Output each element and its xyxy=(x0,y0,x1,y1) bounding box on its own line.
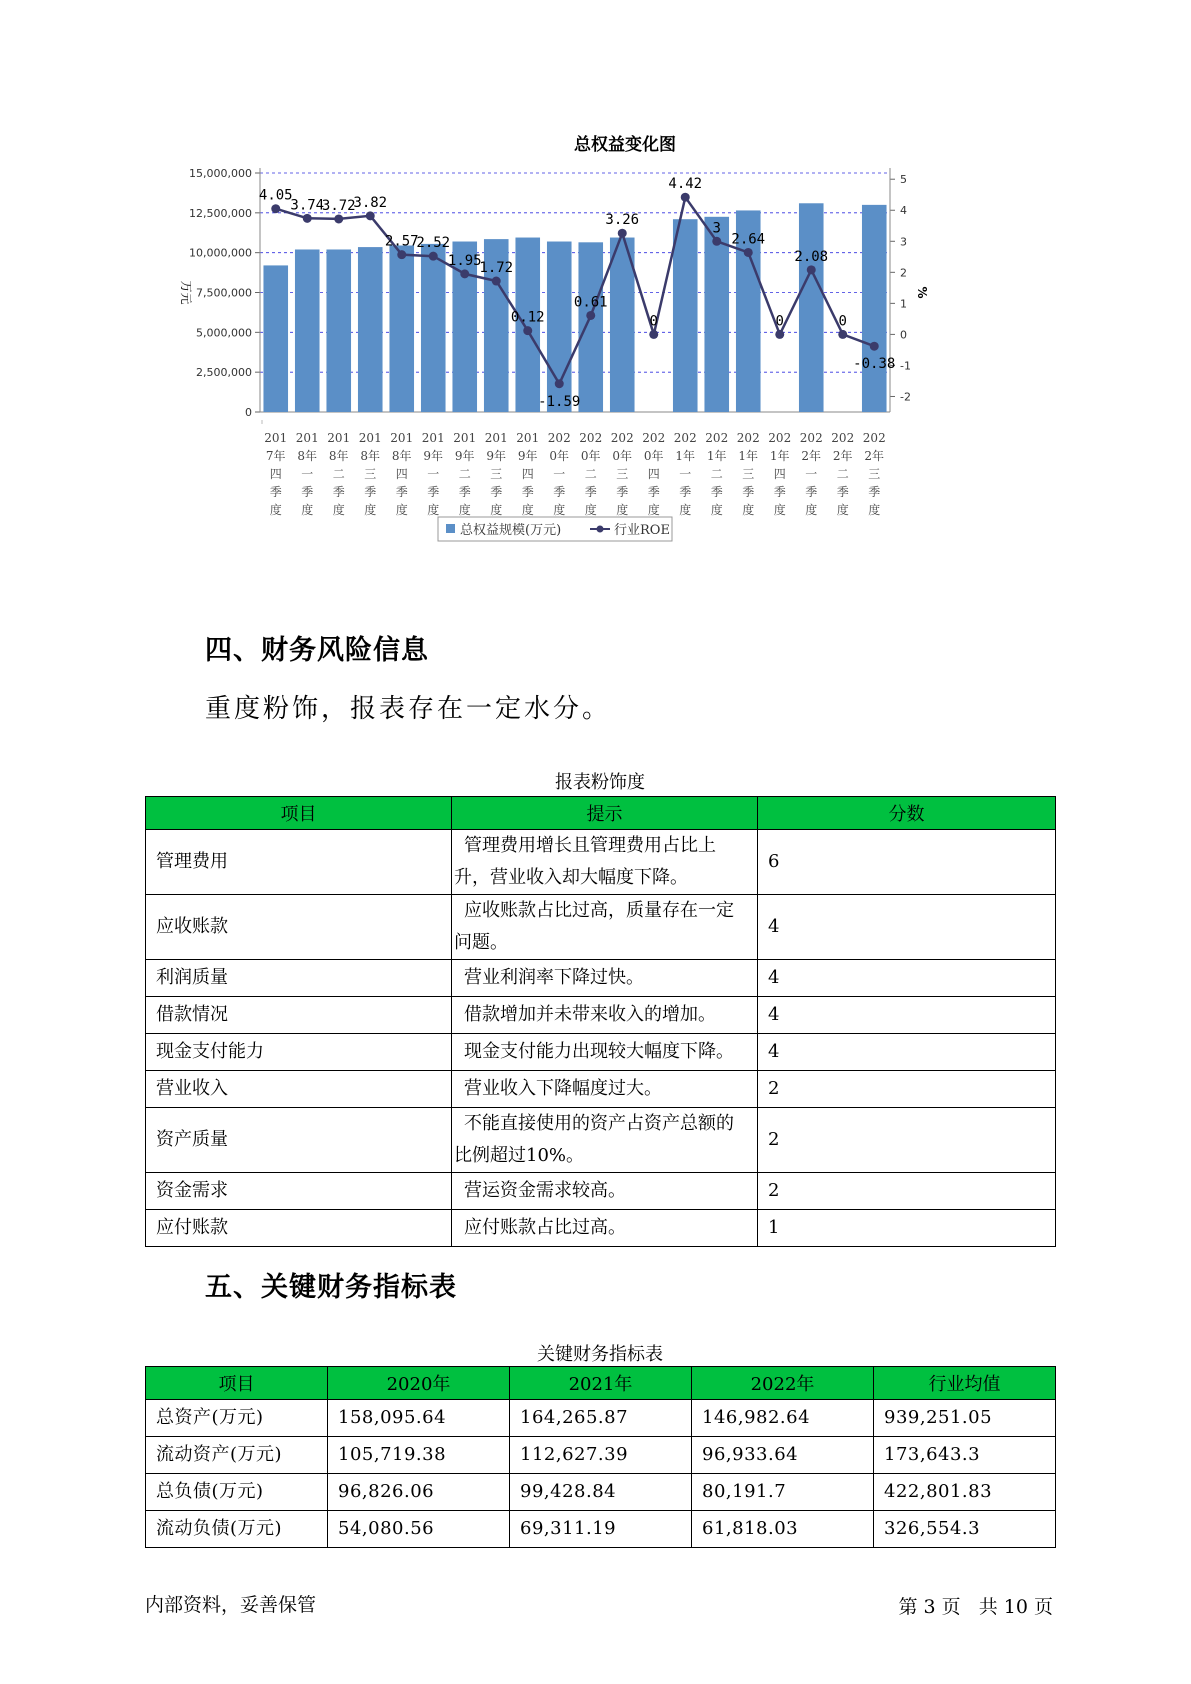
risk-table-caption: 报表粉饰度 xyxy=(555,772,645,793)
equity-bar xyxy=(389,245,414,412)
risk-hint-cell: 营业利润率下降过快。 xyxy=(452,960,758,997)
equity-bar xyxy=(578,242,603,412)
x-axis-tick-label-part: 8年 xyxy=(297,449,318,463)
x-axis-tick-label-part: 三 xyxy=(364,467,377,481)
x-axis-tick-label-part: 度 xyxy=(836,503,849,517)
x-axis-tick-label xyxy=(674,431,697,517)
roe-data-label: 1.95 xyxy=(447,252,482,269)
risk-item-cell: 现金支付能力 xyxy=(146,1034,452,1071)
left-axis-tick-label: 2,500,000 xyxy=(196,366,252,380)
x-axis-tick-label xyxy=(737,431,760,517)
kpi-value-cell: 69,311.19 xyxy=(510,1511,692,1548)
risk-table-row xyxy=(146,1034,1056,1071)
x-axis-tick-label-part: 201 xyxy=(453,431,477,445)
x-axis-tick-label-part: 四 xyxy=(773,467,786,481)
x-axis-tick-label-part: 9年 xyxy=(517,449,538,463)
risk-header-item: 项目 xyxy=(146,797,452,830)
risk-table-row xyxy=(146,830,1056,895)
risk-item-cell: 应付账款 xyxy=(146,1210,452,1247)
risk-item-cell: 营业收入 xyxy=(146,1071,452,1108)
x-axis-tick-label xyxy=(579,431,602,517)
roe-point xyxy=(460,269,469,278)
legend-line-label: 行业ROE xyxy=(614,523,670,538)
roe-point xyxy=(775,330,784,339)
footer-page-number: 第 3 页 共 10 页 xyxy=(898,1596,1053,1618)
roe-data-label: 2.64 xyxy=(731,231,766,248)
roe-data-label: 3 xyxy=(712,220,721,237)
left-axis-tick-label: 7,500,000 xyxy=(196,286,252,300)
x-axis-tick-label-part: 9年 xyxy=(454,449,475,463)
x-axis-tick-label-part: 三 xyxy=(616,467,629,481)
x-axis-tick-label-part: 二 xyxy=(710,467,723,481)
roe-point xyxy=(334,214,343,223)
x-axis-tick-label-part: 8年 xyxy=(391,449,412,463)
x-axis-tick-label xyxy=(359,431,382,517)
risk-hint-cell: 管理费用增长且管理费用占比上升，营业收入却大幅度下降。 xyxy=(452,830,758,895)
risk-hint-cell: 现金支付能力出现较大幅度下降。 xyxy=(452,1034,758,1071)
kpi-value-cell: 80,191.7 xyxy=(692,1474,874,1511)
roe-data-label: 4.42 xyxy=(668,176,703,193)
x-axis-tick-label-part: 季 xyxy=(332,485,345,499)
x-axis-tick-label-part: 季 xyxy=(836,485,849,499)
roe-point xyxy=(712,237,721,246)
kpi-value-cell: 939,251.05 xyxy=(874,1400,1056,1437)
x-axis-tick-label-part: 季 xyxy=(458,485,471,499)
x-axis-tick-label-part: 一 xyxy=(427,467,440,481)
x-axis-tick-label-part: 8年 xyxy=(360,449,381,463)
risk-score-cell: 4 xyxy=(758,1034,1056,1071)
x-axis-tick-label-part: 0年 xyxy=(643,449,664,463)
kpi-item-cell: 流动资产(万元) xyxy=(146,1437,328,1474)
risk-score-cell: 2 xyxy=(758,1071,1056,1108)
x-axis-tick-label xyxy=(768,431,791,517)
equity-bar xyxy=(799,203,824,412)
x-axis-tick-label-part: 一 xyxy=(805,467,818,481)
x-axis-tick-label-part: 1年 xyxy=(675,449,696,463)
right-axis-tick-label: 1 xyxy=(900,297,907,311)
kpi-value-cell: 61,818.03 xyxy=(692,1511,874,1548)
roe-point xyxy=(870,342,879,351)
roe-data-label: 3.82 xyxy=(353,194,388,211)
risk-header-score: 分数 xyxy=(758,797,1056,830)
left-axis-tick-label: 15,000,000 xyxy=(189,167,252,180)
x-axis-tick-label-part: 季 xyxy=(364,485,377,499)
right-axis-tick-label: -2 xyxy=(900,390,911,404)
risk-table-row xyxy=(146,895,1056,960)
x-axis-tick-label-part: 季 xyxy=(490,485,503,499)
x-axis-tick-label-part: 8年 xyxy=(328,449,349,463)
left-axis-tick-label: 0 xyxy=(245,406,252,419)
roe-data-label: 3.74 xyxy=(290,197,325,214)
x-axis-tick-label-part: 202 xyxy=(862,431,886,445)
x-axis-tick-label-part: 0年 xyxy=(549,449,570,463)
kpi-value-cell: 112,627.39 xyxy=(510,1437,692,1474)
x-axis-tick-label-part: 三 xyxy=(742,467,755,481)
roe-data-label: 0.61 xyxy=(573,294,608,311)
x-axis-tick-label-part: 度 xyxy=(458,503,471,517)
right-axis-tick-label: 5 xyxy=(900,173,907,187)
risk-score-cell: 4 xyxy=(758,960,1056,997)
roe-point xyxy=(555,379,564,388)
kpi-item-cell: 总负债(万元) xyxy=(146,1474,328,1511)
roe-point xyxy=(523,326,532,335)
x-axis-tick-label-part: 度 xyxy=(521,503,534,517)
equity-bar xyxy=(358,247,383,412)
roe-point xyxy=(303,214,312,223)
x-axis-tick-label-part: 季 xyxy=(269,485,282,499)
risk-table xyxy=(145,796,1056,1247)
x-axis-tick-label xyxy=(422,431,445,517)
x-axis-tick-label-part: 2年 xyxy=(832,449,853,463)
risk-table-row xyxy=(146,997,1056,1034)
right-axis-tick-label: -1 xyxy=(900,359,911,373)
equity-bar xyxy=(673,219,698,412)
x-axis-tick-label-part: 一 xyxy=(679,467,692,481)
x-axis-tick-label-part: 季 xyxy=(679,485,692,499)
roe-data-label: 0 xyxy=(838,313,847,330)
x-axis-tick-label-part: 季 xyxy=(868,485,881,499)
roe-data-label: 3.72 xyxy=(321,197,356,214)
risk-score-cell: 6 xyxy=(758,830,1056,895)
x-axis-tick-label-part: 季 xyxy=(584,485,597,499)
risk-table-header-row xyxy=(146,797,1056,830)
x-axis-tick-label xyxy=(327,431,350,517)
roe-point xyxy=(618,229,627,238)
x-axis-tick-label-part: 0年 xyxy=(580,449,601,463)
x-axis-tick-label-part: 7年 xyxy=(265,449,286,463)
roe-point xyxy=(681,193,690,202)
x-axis-tick-label-part: 度 xyxy=(395,503,408,517)
x-axis-tick-label-part: 季 xyxy=(647,485,660,499)
kpi-item-cell: 总资产(万元) xyxy=(146,1400,328,1437)
x-axis-tick-label-part: 201 xyxy=(264,431,288,445)
x-axis-tick-label-part: 季 xyxy=(427,485,440,499)
x-axis-tick-label xyxy=(264,431,287,517)
x-axis-tick-label-part: 1年 xyxy=(769,449,790,463)
roe-data-label: 0.12 xyxy=(510,309,545,326)
left-axis-tick-label: 12,500,000 xyxy=(189,206,252,220)
kpi-value-cell: 99,428.84 xyxy=(510,1474,692,1511)
x-axis-tick-label-part: 二 xyxy=(332,467,345,481)
roe-data-label: -0.38 xyxy=(853,356,896,373)
x-axis-tick-label-part: 9年 xyxy=(423,449,444,463)
risk-hint-cell: 应收账款占比过高，质量存在一定问题。 xyxy=(452,895,758,960)
risk-item-cell: 管理费用 xyxy=(146,830,452,895)
x-axis-tick-label-part: 度 xyxy=(490,503,503,517)
roe-point xyxy=(744,248,753,257)
x-axis-tick-label-part: 四 xyxy=(395,467,408,481)
x-axis-tick-label-part: 202 xyxy=(673,431,697,445)
kpi-value-cell: 326,554.3 xyxy=(874,1511,1056,1548)
x-axis-tick-label-part: 202 xyxy=(736,431,760,445)
kpi-header-industry-avg: 行业均值 xyxy=(874,1367,1056,1400)
x-axis-tick-label-part: 202 xyxy=(831,431,855,445)
x-axis-tick-label-part: 二 xyxy=(458,467,471,481)
legend-line-marker xyxy=(597,526,604,533)
risk-hint-cell: 不能直接使用的资产占资产总额的比例超过10%。 xyxy=(452,1108,758,1173)
x-axis-tick-label-part: 二 xyxy=(584,467,597,481)
x-axis-tick-label-part: 一 xyxy=(553,467,566,481)
x-axis-tick-label xyxy=(705,431,728,517)
roe-data-label: 3.26 xyxy=(605,212,640,229)
left-axis-tick-label: 5,000,000 xyxy=(196,326,252,340)
x-axis-tick-label xyxy=(296,431,319,517)
risk-item-cell: 应收账款 xyxy=(146,895,452,960)
x-axis-tick-label-part: 季 xyxy=(616,485,629,499)
roe-point xyxy=(397,250,406,259)
x-axis-tick-label-part: 度 xyxy=(364,503,377,517)
equity-bar xyxy=(326,249,351,412)
x-axis-tick-label-part: 季 xyxy=(742,485,755,499)
x-axis-tick-label-part: 季 xyxy=(395,485,408,499)
risk-table-row xyxy=(146,1210,1056,1247)
risk-hint-cell: 借款增加并未带来收入的增加。 xyxy=(452,997,758,1034)
x-axis-tick-label xyxy=(516,431,539,517)
kpi-value-cell: 105,719.38 xyxy=(328,1437,510,1474)
x-axis-tick-label-part: 9年 xyxy=(486,449,507,463)
section4-title: 四、财务风险信息 xyxy=(205,635,429,666)
section5-title: 五、关键财务指标表 xyxy=(205,1272,457,1303)
roe-point xyxy=(271,204,280,213)
right-axis-tick-label: 0 xyxy=(900,328,907,342)
x-axis-tick-label-part: 0年 xyxy=(612,449,633,463)
left-axis-label: 万元 xyxy=(179,280,193,305)
legend-bar-swatch xyxy=(446,524,455,533)
legend-bar-label: 总权益规模(万元) xyxy=(460,523,562,538)
kpi-table xyxy=(145,1366,1056,1548)
risk-score-cell: 4 xyxy=(758,997,1056,1034)
kpi-header-2022: 2022年 xyxy=(692,1367,874,1400)
kpi-table-caption: 关键财务指标表 xyxy=(537,1344,663,1365)
risk-hint-cell: 营业收入下降幅度过大。 xyxy=(452,1071,758,1108)
x-axis-tick-label xyxy=(390,431,413,517)
x-axis-tick-label-part: 1年 xyxy=(738,449,759,463)
x-axis-tick-label-part: 三 xyxy=(868,467,881,481)
x-axis-tick-label-part: 四 xyxy=(269,467,282,481)
x-axis-tick-label-part: 度 xyxy=(553,503,566,517)
x-axis-tick-label-part: 季 xyxy=(521,485,534,499)
right-axis-tick-label: 3 xyxy=(900,235,907,249)
risk-score-cell: 1 xyxy=(758,1210,1056,1247)
kpi-table-row xyxy=(146,1400,1056,1437)
roe-data-label: -1.59 xyxy=(538,393,581,410)
risk-item-cell: 资金需求 xyxy=(146,1173,452,1210)
right-axis-label: % xyxy=(915,286,929,299)
roe-data-label: 2.08 xyxy=(794,248,829,265)
x-axis-tick-label-part: 202 xyxy=(799,431,823,445)
x-axis-tick-label xyxy=(642,431,665,517)
roe-data-label: 0 xyxy=(649,313,658,330)
x-axis-tick-label-part: 202 xyxy=(642,431,666,445)
equity-change-chart xyxy=(170,130,960,600)
kpi-table-row xyxy=(146,1437,1056,1474)
equity-bar xyxy=(295,249,320,412)
x-axis-tick-label-part: 2年 xyxy=(801,449,822,463)
kpi-table-row xyxy=(146,1511,1056,1548)
risk-item-cell: 利润质量 xyxy=(146,960,452,997)
x-axis-tick-label-part: 201 xyxy=(327,431,351,445)
kpi-value-cell: 146,982.64 xyxy=(692,1400,874,1437)
x-axis-tick-label-part: 度 xyxy=(742,503,755,517)
x-axis-tick-label-part: 度 xyxy=(332,503,345,517)
equity-chart-svg xyxy=(170,130,960,600)
risk-item-cell: 资产质量 xyxy=(146,1108,452,1173)
x-axis-tick-label-part: 201 xyxy=(516,431,540,445)
equity-bar xyxy=(421,244,446,412)
risk-table-row xyxy=(146,1071,1056,1108)
x-axis-tick-label-part: 201 xyxy=(295,431,319,445)
x-axis-tick-label-part: 四 xyxy=(521,467,534,481)
roe-data-label: 1.72 xyxy=(479,260,514,277)
roe-point xyxy=(492,277,501,286)
kpi-value-cell: 96,933.64 xyxy=(692,1437,874,1474)
equity-bar xyxy=(704,217,729,412)
x-axis-tick-label-part: 202 xyxy=(579,431,603,445)
footer-confidential-note: 内部资料，妥善保管 xyxy=(145,1594,317,1616)
x-axis-tick-label-part: 季 xyxy=(301,485,314,499)
kpi-table-row xyxy=(146,1474,1056,1511)
right-axis-tick-label: 4 xyxy=(900,204,907,218)
x-axis-tick-label xyxy=(831,431,854,517)
x-axis-tick-label-part: 四 xyxy=(647,467,660,481)
kpi-item-cell: 流动负债(万元) xyxy=(146,1511,328,1548)
risk-hint-cell: 营运资金需求较高。 xyxy=(452,1173,758,1210)
chart-title: 总权益变化图 xyxy=(574,135,676,155)
kpi-header-2020: 2020年 xyxy=(328,1367,510,1400)
roe-point xyxy=(807,265,816,274)
x-axis-tick-label-part: 202 xyxy=(705,431,729,445)
x-axis-tick-label-part: 度 xyxy=(773,503,786,517)
kpi-value-cell: 164,265.87 xyxy=(510,1400,692,1437)
x-axis-tick-label-part: 度 xyxy=(616,503,629,517)
x-axis-tick-label-part: 度 xyxy=(679,503,692,517)
x-axis-tick-label-part: 201 xyxy=(421,431,445,445)
x-axis-tick-label-part: 度 xyxy=(710,503,723,517)
equity-bar xyxy=(263,265,288,412)
equity-bar xyxy=(862,205,887,412)
kpi-value-cell: 173,643.3 xyxy=(874,1437,1056,1474)
roe-data-label: 4.05 xyxy=(258,187,293,204)
x-axis-tick-label-part: 季 xyxy=(710,485,723,499)
x-axis-tick-label-part: 二 xyxy=(836,467,849,481)
x-axis-tick-label-part: 202 xyxy=(610,431,634,445)
roe-point xyxy=(366,211,375,220)
roe-data-label: 0 xyxy=(775,313,784,330)
kpi-table-header-row xyxy=(146,1367,1056,1400)
risk-score-cell: 4 xyxy=(758,895,1056,960)
x-axis-tick-label xyxy=(453,431,476,517)
risk-item-cell: 借款情况 xyxy=(146,997,452,1034)
risk-table-row xyxy=(146,1173,1056,1210)
risk-header-hint: 提示 xyxy=(452,797,758,830)
roe-data-label: 2.52 xyxy=(416,235,451,252)
kpi-value-cell: 158,095.64 xyxy=(328,1400,510,1437)
roe-point xyxy=(586,311,595,320)
roe-point xyxy=(838,330,847,339)
x-axis-tick-label xyxy=(548,431,571,517)
kpi-header-item: 项目 xyxy=(146,1367,328,1400)
risk-table-row xyxy=(146,1108,1056,1173)
roe-data-label: 2.57 xyxy=(384,233,419,250)
kpi-value-cell: 422,801.83 xyxy=(874,1474,1056,1511)
x-axis-tick-label-part: 201 xyxy=(390,431,414,445)
x-axis-tick-label-part: 度 xyxy=(868,503,881,517)
risk-score-cell: 2 xyxy=(758,1173,1056,1210)
risk-score-cell: 2 xyxy=(758,1108,1056,1173)
x-axis-tick-label-part: 202 xyxy=(547,431,571,445)
x-axis-tick-label-part: 度 xyxy=(805,503,818,517)
x-axis-tick-label-part: 度 xyxy=(647,503,660,517)
x-axis-tick-label-part: 202 xyxy=(768,431,792,445)
x-axis-tick-label xyxy=(611,431,634,517)
x-axis-tick-label-part: 季 xyxy=(553,485,566,499)
section4-summary: 重度粉饰，报表存在一定水分。 xyxy=(205,694,612,724)
x-axis-tick-label-part: 度 xyxy=(584,503,597,517)
x-axis-tick-label-part: 三 xyxy=(490,467,503,481)
x-axis-tick-label-part: 度 xyxy=(427,503,440,517)
roe-point xyxy=(649,330,658,339)
x-axis-tick-label-part: 201 xyxy=(484,431,508,445)
kpi-value-cell: 96,826.06 xyxy=(328,1474,510,1511)
roe-point xyxy=(429,252,438,261)
kpi-header-2021: 2021年 xyxy=(510,1367,692,1400)
x-axis-tick-label-part: 度 xyxy=(269,503,282,517)
left-axis-tick-label: 10,000,000 xyxy=(189,246,252,260)
right-axis-tick-label: 2 xyxy=(900,266,907,280)
x-axis-tick-label-part: 季 xyxy=(773,485,786,499)
risk-hint-cell: 应付账款占比过高。 xyxy=(452,1210,758,1247)
x-axis-tick-label-part: 度 xyxy=(301,503,314,517)
x-axis-tick-label-part: 一 xyxy=(301,467,314,481)
kpi-value-cell: 54,080.56 xyxy=(328,1511,510,1548)
x-axis-tick-label-part: 2年 xyxy=(864,449,885,463)
x-axis-tick-label-part: 季 xyxy=(805,485,818,499)
x-axis-tick-label xyxy=(863,431,886,517)
x-axis-tick-label-part: 201 xyxy=(358,431,382,445)
x-axis-tick-label xyxy=(800,431,823,517)
x-axis-tick-label-part: 1年 xyxy=(706,449,727,463)
risk-table-row xyxy=(146,960,1056,997)
x-axis-tick-label xyxy=(485,431,508,517)
